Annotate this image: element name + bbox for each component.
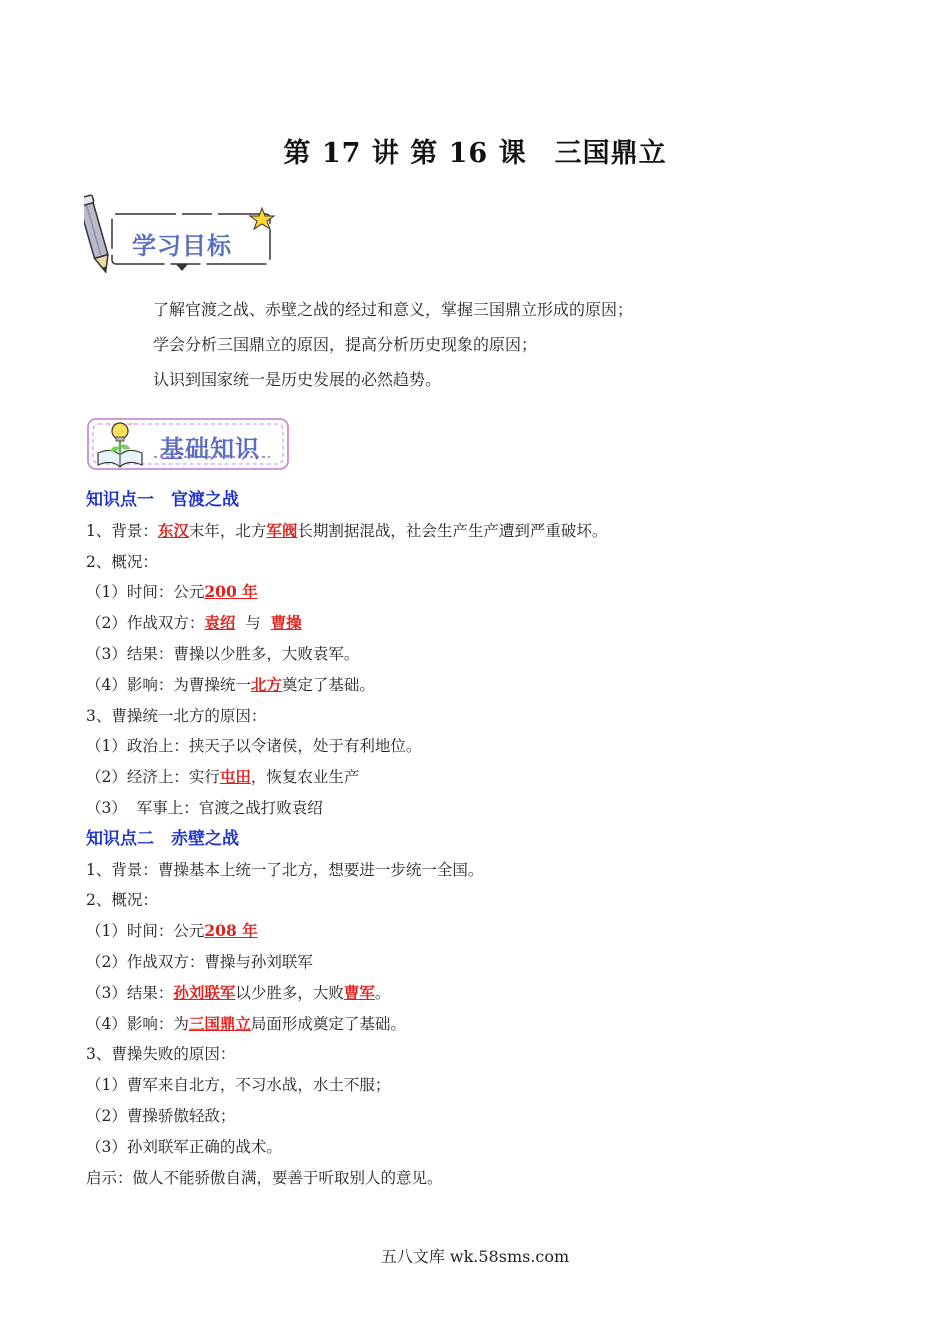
k1-reason-heading: 3、曹操统一北方的原因：	[86, 706, 267, 725]
k1-reason-2: （2）经济上：实行屯田，恢复农业生产	[86, 767, 360, 787]
k2-result: （3）结果：孙刘联军以少胜多，大败曹军。	[86, 982, 391, 1002]
k2-lesson: 启示：做人不能骄傲自满，要善于听取别人的意见。	[86, 1168, 443, 1187]
learning-goals-list	[153, 296, 633, 401]
learning-goals-badge	[84, 194, 280, 282]
k2-reason-1: （1）曹军来自北方，不习水战，水土不服；	[86, 1076, 391, 1095]
basic-knowledge-label: 基础知识	[160, 435, 260, 463]
k2-impact: （4）影响：为三国鼎立局面形成奠定了基础。	[86, 1013, 406, 1033]
k1-reason-3: （3） 军事上：官渡之战打败袁绍	[86, 798, 323, 817]
k2-overview: 2、概况：	[86, 891, 158, 910]
knowledge-content	[86, 485, 886, 1193]
goal-item: 了解官渡之战、赤壁之战的经过和意义，掌握三国鼎立形成的原因；	[153, 300, 634, 319]
knowledge-point-2-heading: 知识点二 赤壁之战	[86, 828, 239, 849]
k2-sides: （2）作战双方：曹操与孙刘联军	[86, 952, 313, 971]
basic-knowledge-badge	[84, 411, 294, 475]
k2-background: 1、背景：曹操基本上统一了北方，想要进一步统一全国。	[86, 860, 484, 879]
k1-overview: 2、概况：	[86, 552, 158, 571]
k1-sides: （2）作战双方：袁绍 与 曹操	[86, 613, 302, 633]
knowledge-point-1-heading: 知识点一 官渡之战	[86, 490, 239, 510]
k1-time: （1）时间：公元200 年	[86, 582, 258, 602]
k2-time: （1）时间：公元208 年	[86, 921, 258, 941]
k1-background: 1、背景：东汉末年，北方军阀长期割据混战，社会生产生产遭到严重破坏。	[86, 520, 608, 540]
page-title: 第 17 讲 第 16 课 三国鼎立	[283, 138, 667, 169]
goal-item: 认识到国家统一是历史发展的必然趋势。	[153, 370, 442, 389]
k1-impact: （4）影响：为曹操统一北方奠定了基础。	[86, 674, 375, 694]
k1-reason-1: （1）政治上：挟天子以令诸侯，处于有利地位。	[86, 737, 422, 756]
k2-reason-heading: 3、曹操失败的原因：	[86, 1045, 236, 1064]
k2-reason-2: （2）曹操骄傲轻敌；	[86, 1106, 236, 1125]
k1-result: （3）结果：曹操以少胜多，大败袁军。	[86, 644, 360, 663]
goal-item: 学会分析三国鼎立的原因，提高分析历史现象的原因；	[153, 335, 538, 354]
learning-goals-label: 学习目标	[132, 232, 232, 260]
k2-reason-3: （3）孙刘联军正确的战术。	[86, 1137, 282, 1156]
footer-watermark: 五八文库 wk.58sms.com	[380, 1247, 570, 1266]
